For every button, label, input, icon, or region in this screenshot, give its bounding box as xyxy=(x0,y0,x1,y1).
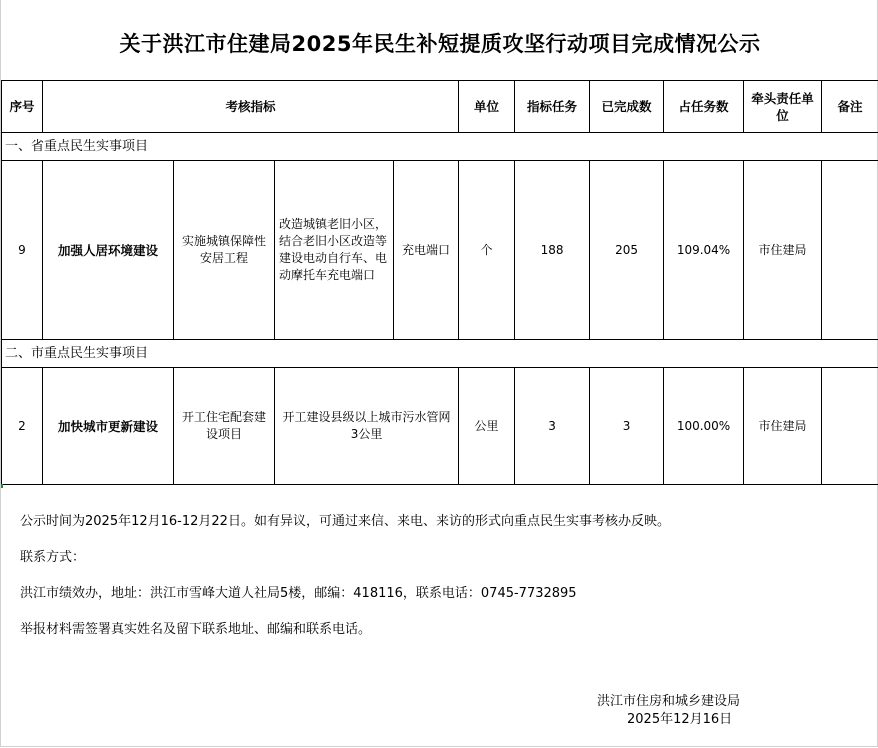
contact-info: 洪江市绩效办，地址：洪江市雪峰大道人社局5楼，邮编：418116，联系电话：0745-7732895 xyxy=(20,586,577,601)
cell-unit: 个 xyxy=(459,161,515,340)
cell-target: 3 xyxy=(515,368,590,485)
header-unit: 单位 xyxy=(459,81,515,133)
header-index: 序号 xyxy=(2,81,43,133)
table-row xyxy=(2,161,878,340)
header-completed: 已完成数 xyxy=(590,81,664,133)
cell-detail: 开工建设县级以上城市污水管网3公里 xyxy=(275,368,459,485)
header-lead: 牵头责任单位 xyxy=(744,81,822,133)
cell-project: 实施城镇保障性安居工程 xyxy=(174,161,275,340)
cell-category: 加强人居环境建设 xyxy=(43,161,174,340)
header-remark: 备注 xyxy=(822,81,878,133)
contact-label: 联系方式： xyxy=(20,550,86,565)
header-ratio: 占任务数 xyxy=(664,81,744,133)
cell-category: 加快城市更新建设 xyxy=(43,368,174,485)
signature-org: 洪江市住房和城乡建设局 xyxy=(597,694,741,709)
cell-unit: 公里 xyxy=(459,368,515,485)
header-target: 指标任务 xyxy=(515,81,590,133)
page-title: 关于洪江市住建局2025年民生补短提质攻坚行动项目完成情况公示 xyxy=(119,32,761,56)
header-indicator: 考核指标 xyxy=(43,81,459,133)
requirement-note: 举报材料需签署真实姓名及留下联系地址、邮编和联系电话。 xyxy=(20,622,372,637)
cell-completed: 205 xyxy=(590,161,664,340)
cell-remark xyxy=(822,368,878,485)
section-title: 二、市重点民生实事项目 xyxy=(2,340,878,368)
cell-remark xyxy=(822,161,878,340)
cell-ratio: 109.04% xyxy=(664,161,744,340)
section-title: 一、省重点民生实事项目 xyxy=(2,133,878,161)
project-table xyxy=(1,80,878,485)
cell-detail: 改造城镇老旧小区，结合老旧小区改造等建设电动自行车、电动摩托车充电端口 xyxy=(275,161,394,340)
section-row xyxy=(2,340,878,368)
cell-index: 9 xyxy=(2,161,43,340)
signature-date: 2025年12月16日 xyxy=(627,712,733,727)
cell-index: 2 xyxy=(2,368,43,485)
cell-project: 开工住宅配套建设项目 xyxy=(174,368,275,485)
cell-marker xyxy=(1,484,3,488)
cell-completed: 3 xyxy=(590,368,664,485)
notice-period: 公示时间为2025年12月16-12月22日。如有异议，可通过来信、来电、来访的形式向重点民生实事考核办反映。 xyxy=(20,514,670,529)
cell-lead: 市住建局 xyxy=(744,368,822,485)
cell-target: 188 xyxy=(515,161,590,340)
cell-ratio: 100.00% xyxy=(664,368,744,485)
table-row xyxy=(2,368,878,485)
cell-lead: 市住建局 xyxy=(744,161,822,340)
cell-item: 充电端口 xyxy=(394,161,459,340)
section-row xyxy=(2,133,878,161)
table-header-row xyxy=(2,81,878,133)
